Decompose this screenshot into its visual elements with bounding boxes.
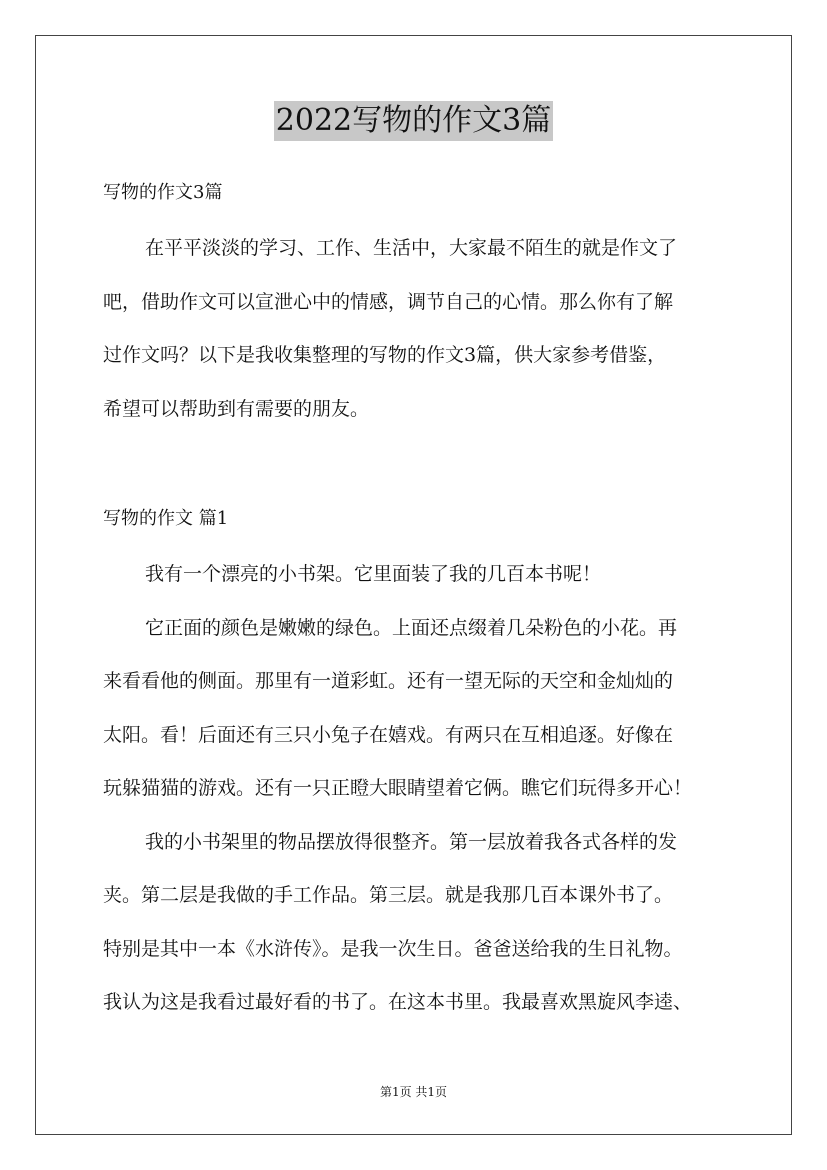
text-line: 玩躲猫猫的游戏。还有一只正瞪大眼睛望着它俩。瞧它们玩得多开心！ [103, 777, 693, 799]
text-line: 希望可以帮助到有需要的朋友。 [103, 397, 370, 420]
text-line: 我认为这是我看过最好看的书了。在这本书里。我最喜欢黑旋风李逵、 [103, 991, 693, 1013]
text-line: 吧，借助作文可以宣泄心中的情感，调节自己的心情。那么你有了解 [103, 290, 674, 313]
text-line: 来看看他的侧面。那里有一道彩虹。还有一望无际的天空和金灿灿的 [103, 670, 674, 692]
page-footer: 第1页 共1页 [379, 1085, 448, 1099]
text-line: 在平平淡淡的学习、工作、生活中，大家最不陌生的就是作文了 [145, 237, 678, 259]
text-line: 它正面的颜色是嫩嫩的绿色。上面还点缀着几朵粉色的小花。再 [145, 616, 678, 639]
intro-paragraph [103, 233, 725, 447]
section-body [103, 559, 725, 1041]
text-line: 夹。第二层是我做的手工作品。第三层。就是我那几百本课外书了。 [103, 884, 674, 906]
document-title: 2022写物的作文3篇 [274, 101, 553, 141]
text-line: 太阳。看！后面还有三只小兔子在嬉戏。有两只在互相追逐。好像在 [103, 723, 674, 746]
text-line: 我有一个漂亮的小书架。它里面装了我的几百本书呢！ [145, 563, 602, 585]
title-container [0, 101, 827, 141]
subtitle: 写物的作文3篇 [103, 182, 223, 203]
section-heading: 写物的作文 篇1 [103, 508, 229, 529]
text-line: 我的小书架里的物品摆放得很整齐。第一层放着我各式各样的发 [145, 830, 678, 853]
text-line: 特别是其中一本《水浒传》。是我一次生日。爸爸送给我的生日礼物。 [103, 937, 683, 960]
text-line: 过作文吗？以下是我收集整理的写物的作文3篇，供大家参考借鉴， [103, 344, 667, 366]
